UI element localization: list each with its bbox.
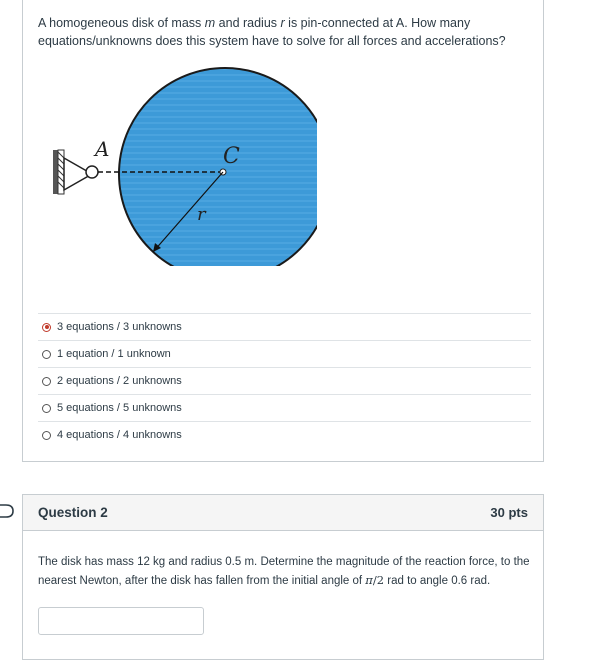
answer-option[interactable]: [38, 340, 531, 367]
radio-icon[interactable]: [42, 350, 51, 359]
answer-label: 2 equations / 2 unknowns: [57, 375, 182, 387]
disk: [119, 68, 317, 266]
answer-label: 4 equations / 4 unknowns: [57, 429, 182, 441]
radio-icon[interactable]: [42, 404, 51, 413]
radio-icon[interactable]: [42, 377, 51, 386]
disk-figure: [47, 66, 317, 271]
label-r: r: [197, 204, 206, 225]
label-a: A: [95, 137, 110, 161]
answer-option[interactable]: [38, 367, 531, 394]
question-2-points: 30 pts: [490, 505, 528, 520]
question-2-header: [23, 495, 543, 531]
question-2-prompt: The disk has mass 12 kg and radius 0.5 m. Determine the magnitude of the reaction force, to the nearest Newton, after the disk has fallen from the initial angle of π/2 rad to angle 0.6 rad.: [38, 556, 530, 587]
answer-label: 1 equation / 1 unknown: [57, 348, 171, 360]
radio-icon[interactable]: [42, 431, 51, 440]
answer-input[interactable]: [38, 607, 204, 635]
radio-selected-icon[interactable]: [42, 323, 51, 332]
question-2-title: Question 2: [38, 505, 108, 520]
question-1-prompt: A homogeneous disk of mass m and radius r is pin-connected at A. How many equations/unknowns does this system have to solve for all forces and accelerations?: [38, 16, 506, 48]
answer-option[interactable]: [38, 313, 531, 340]
question-2-card: [22, 494, 544, 660]
wall-support: [53, 150, 58, 194]
pin-a: [86, 166, 98, 178]
label-c: C: [223, 144, 240, 169]
answer-label: 3 equations / 3 unknowns: [57, 321, 182, 333]
answer-list: [38, 313, 531, 448]
bookmark-flag-icon[interactable]: [0, 504, 14, 518]
answer-option[interactable]: [38, 394, 531, 421]
answer-label: 5 equations / 5 unknowns: [57, 402, 182, 414]
disk-diagram: [47, 66, 317, 266]
answer-option[interactable]: [38, 421, 531, 448]
question-1-card: [22, 0, 544, 462]
